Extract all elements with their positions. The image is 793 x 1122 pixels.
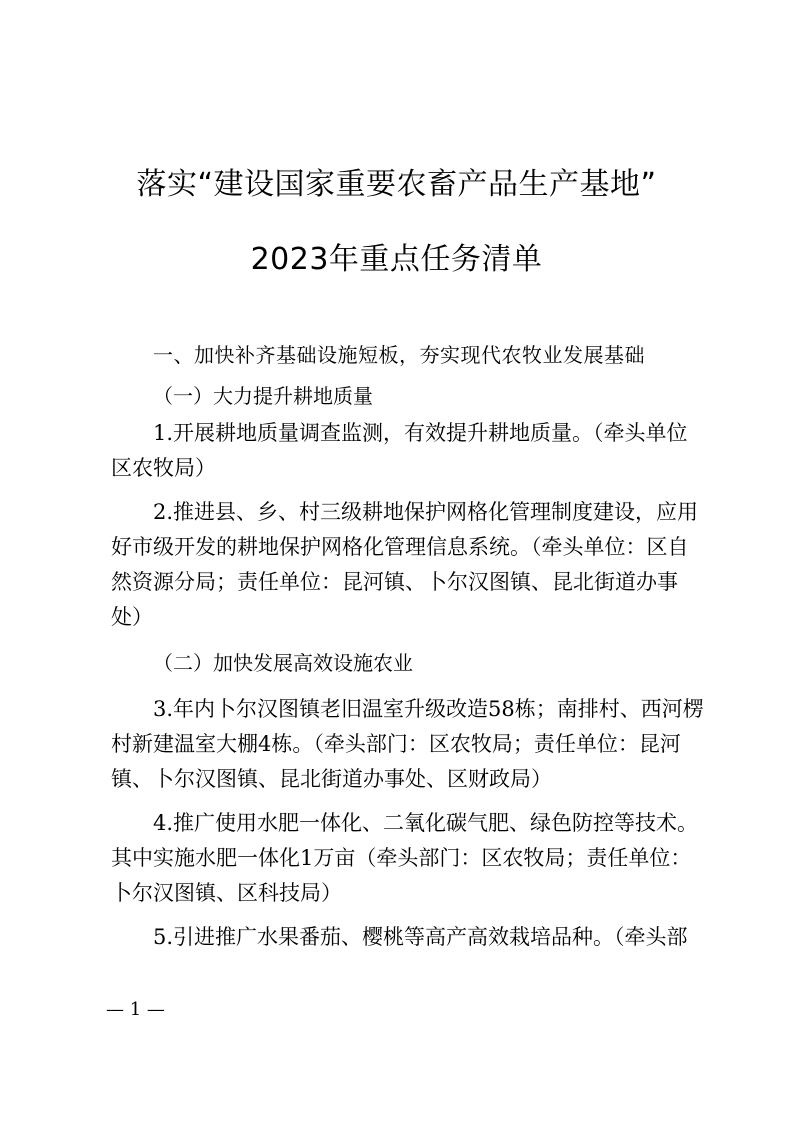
task-item-3: 3.年内卜尔汉图镇老旧温室升级改造58栋；南排村、西河楞村新建温室大棚4栋。（牵头部门：区农牧局；责任单位：昆河镇、卜尔汉图镇、昆北街道办事处、区财政局） xyxy=(111,697,704,791)
paragraph-gap xyxy=(111,797,706,806)
document-title-line-2: 2023年重点任务清单 xyxy=(250,242,543,277)
page-number: — 1 — xyxy=(106,999,165,1020)
subsection-heading-2: （二）加快发展高效设施农业 xyxy=(153,651,413,675)
section-heading-1: 一、加快补齐基础设施短板，夯实现代农牧业发展基础 xyxy=(153,343,645,367)
document-title-line-1: 落实“建设国家重要农畜产品生产基地” xyxy=(136,167,657,202)
task-item-2: 2.推进县、乡、村三级耕地保护网格化管理制度建设，应用好市级开发的耕地保护网格化管理信息系统。（牵头单位：区自然资源分局；责任单位：昆河镇、卜尔汉图镇、昆北街道办事处） xyxy=(111,500,699,629)
paragraph-gap xyxy=(111,635,706,644)
task-item-5: 5.引进推广水果番茄、樱桃等高产高效栽培品种。（牵头部 xyxy=(153,925,688,949)
task-item-4: 4.推广使用水肥一体化、二氧化碳气肥、绿色防控等技术。其中实施水肥一体化1万亩（牵头部门：区农牧局；责任单位：卜尔汉图镇、区科技局） xyxy=(111,811,699,905)
document-body xyxy=(111,338,706,955)
paragraph-gap xyxy=(111,486,706,495)
task-item-1: 1.开展耕地质量调查监测，有效提升耕地质量。（牵头单位区农牧局） xyxy=(111,421,688,480)
paragraph-gap xyxy=(111,911,706,920)
paragraph-gap xyxy=(111,683,706,692)
subsection-heading-1: （一）大力提升耕地质量 xyxy=(153,384,373,408)
